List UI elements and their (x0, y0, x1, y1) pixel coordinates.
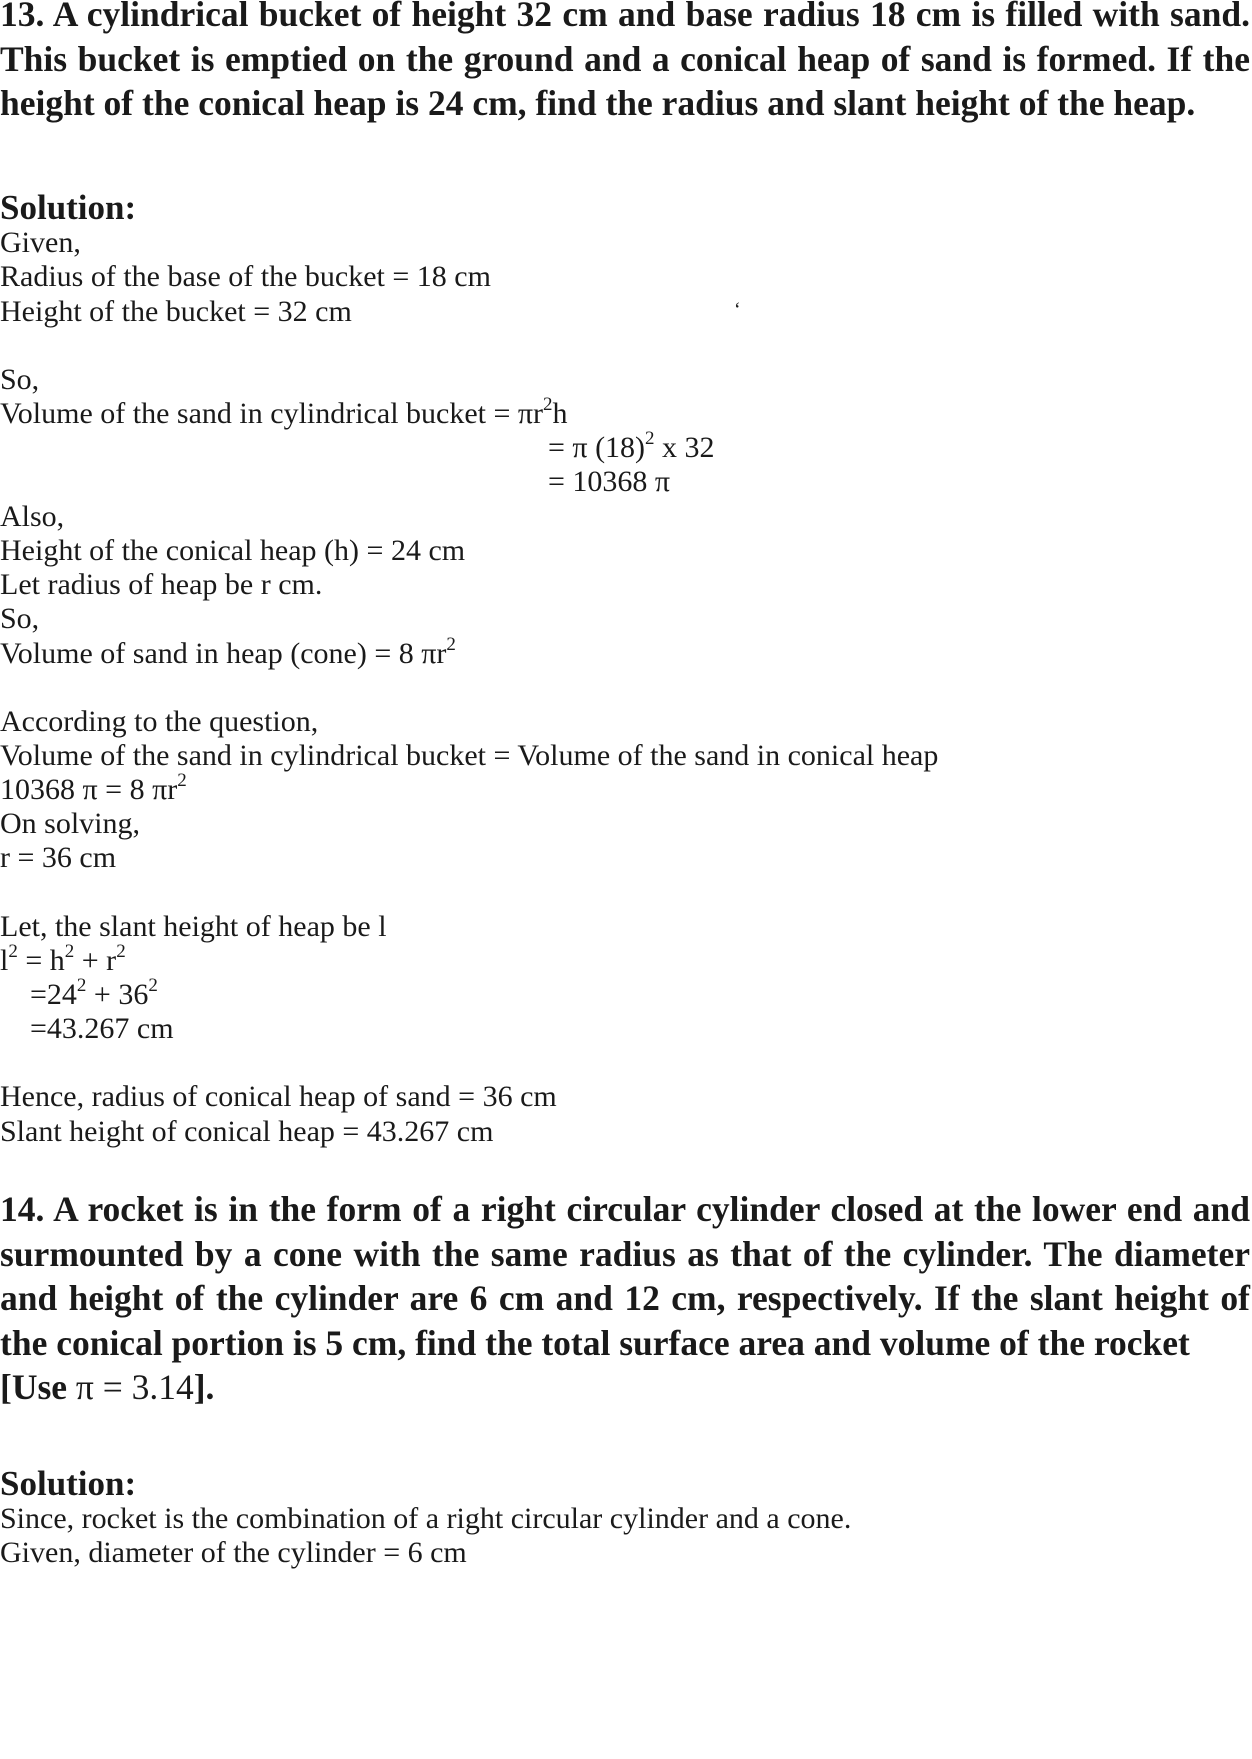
cone-height-line: Height of the conical heap (h) = 24 cm (0, 534, 466, 567)
bucket-radius-line: Radius of the base of the bucket = 18 cm (0, 260, 491, 293)
cone-volume-line: Volume of sand in heap (cone) = 8 $\pi r^2$ (0, 634, 456, 670)
solution-14-title: Solution: (0, 1464, 137, 1503)
question-14: 14. A rocket is in the form of a right circular cylinder closed at the lower end and surmounted by a cone with the same radius as that of the cylinder. The diameter and height of the cylinder are 6 cm and 12 cm, respectively. If the slant height of the conical portion is 5 cm, find the total surface area and volume of the rocket [Use π = 3.14]. (0, 1189, 1250, 1407)
equation-line: 10368 π = 8 $\pi r^2$ (0, 770, 187, 806)
cylinder-volume-result: = 10368 π (548, 465, 671, 498)
also-label: Also, (0, 500, 65, 533)
cylinder-volume-substitution: = π $(18)^2$ x 32 (548, 428, 715, 464)
question-13: 13. A cylindrical bucket of height 32 cm and base radius 18 cm is filled with sand. This bucket is emptied on the ground and a conical heap of sand is formed. If the height of the conical heap is 24 cm, find the radius and slant height of the heap. (0, 0, 1250, 123)
substitution-line: $=24^2 + 36^2$ (30, 975, 158, 1011)
solution-13-title: Solution: (0, 188, 137, 227)
conclusion-radius-line: Hence, radius of conical heap of sand = 36 cm (0, 1080, 557, 1113)
equate-volumes-line: Volume of the sand in cylindrical bucket = Volume of the sand in conical heap (0, 739, 939, 772)
rocket-combination-line: Since, rocket is the combination of a right circular cylinder and a cone. (0, 1502, 852, 1535)
slant-result-line: =43.267 cm (30, 1012, 174, 1045)
cylinder-volume-formula: Volume of the sand in cylindrical bucket = $\pi r^2h$ (0, 394, 568, 430)
pythagoras-line: $l^2 = h^2 + r^2$ (0, 941, 126, 977)
let-radius-line: Let radius of heap be r cm. (0, 568, 323, 601)
on-solving-label: On solving, (0, 807, 141, 840)
so-label-1: So, (0, 363, 40, 396)
radius-result-line: r = 36 cm (0, 841, 117, 874)
let-slant-line: Let, the slant height of heap be l (0, 910, 387, 943)
conclusion-slant-line: Slant height of conical heap = 43.267 cm (0, 1115, 494, 1148)
so-label-2: So, (0, 602, 40, 635)
given-label: Given, (0, 226, 81, 259)
stray-mark: ‘ (734, 299, 741, 321)
bucket-height-line: Height of the bucket = 32 cm (0, 295, 352, 328)
cylinder-diameter-line: Given, diameter of the cylinder = 6 cm (0, 1536, 467, 1569)
according-line: According to the question, (0, 705, 319, 738)
